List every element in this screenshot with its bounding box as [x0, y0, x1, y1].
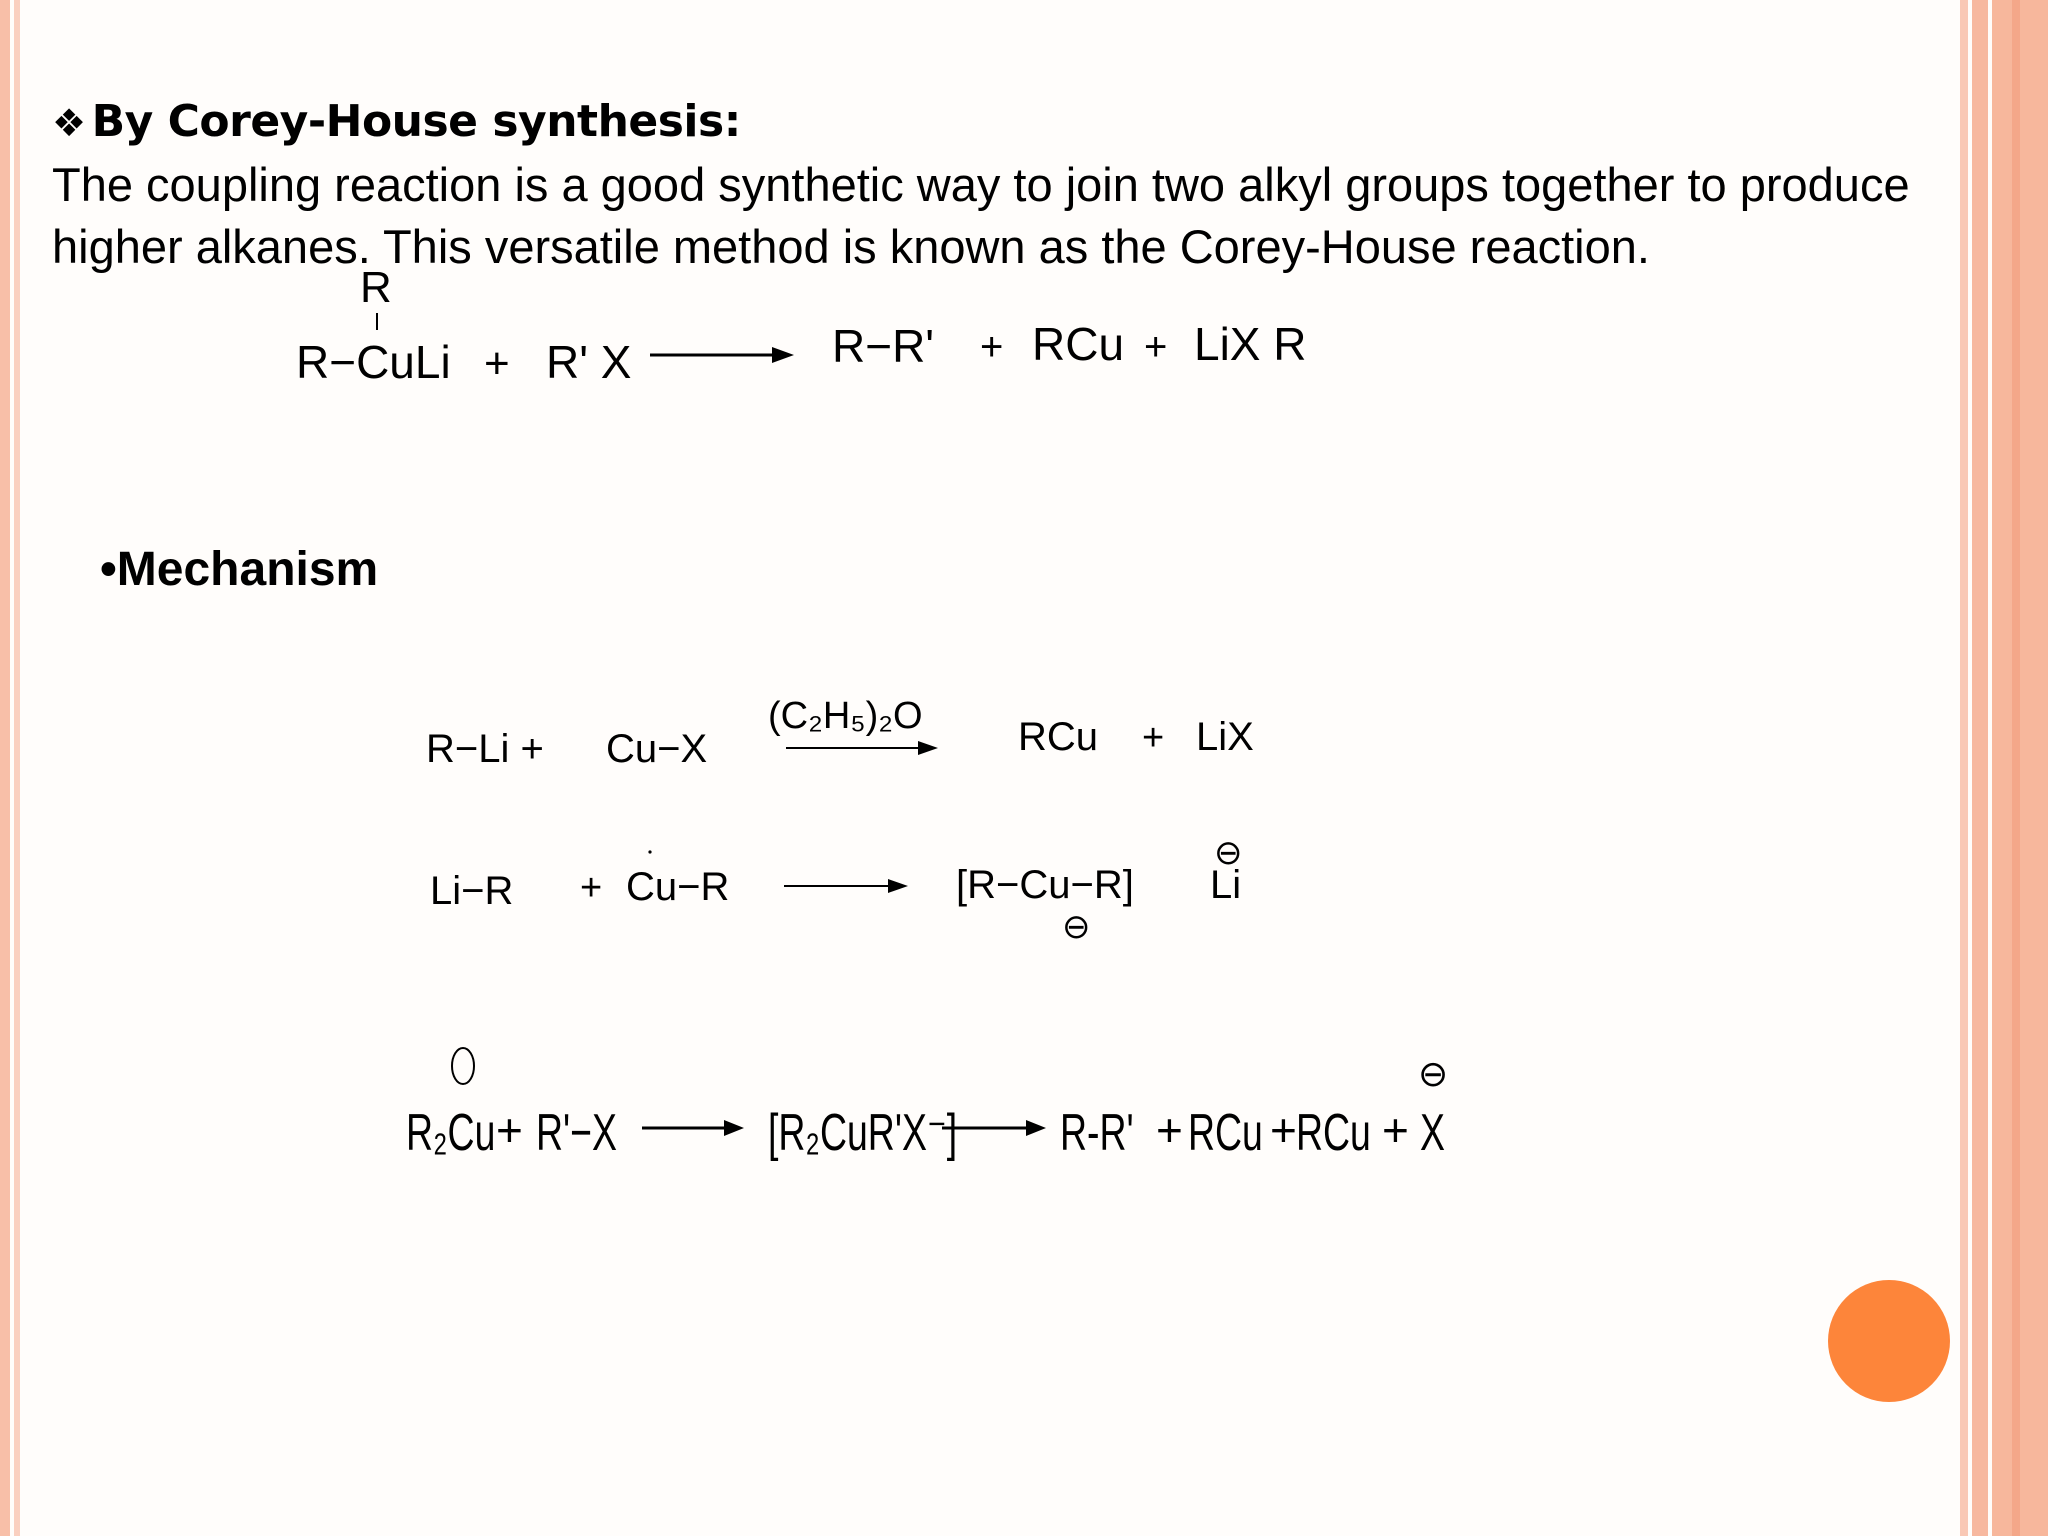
step3-product-1: R-R'	[1060, 1102, 1134, 1162]
step1-arrow-head-icon	[918, 741, 938, 755]
step3-product-3: RCu	[1296, 1102, 1371, 1162]
step3-circle-icon	[452, 1048, 474, 1084]
main-plus-3: +	[1144, 325, 1168, 369]
main-reagent: R−CuLi	[296, 336, 451, 388]
step3-product-2: RCu	[1188, 1102, 1263, 1162]
main-plus-1: +	[484, 339, 510, 388]
step3-reactant-2: R'−X	[536, 1102, 618, 1162]
mechanism-label: •Mechanism	[100, 543, 379, 596]
mechanism-step-1	[426, 695, 1254, 771]
step3-plus-3: +	[1270, 1104, 1297, 1156]
step3-plus-2: +	[1156, 1104, 1183, 1156]
step2-cu-charge-icon: ⊖	[1062, 908, 1091, 946]
mechanism-step-3	[406, 1048, 1448, 1161]
step1-condition: (C₂H₅)₂O	[768, 695, 923, 737]
main-top-r: R	[360, 263, 392, 312]
step1-product-2: LiX	[1196, 715, 1254, 759]
step2-counter-ion: Li	[1210, 863, 1242, 907]
intro-paragraph: The coupling reaction is a good synthetic way to join two alkyl groups together to produce higher alkanes. This versatile method is known as the Corey-House reaction.	[52, 158, 1910, 273]
main-plus-2: +	[980, 325, 1004, 369]
step1-product-1: RCu	[1018, 715, 1099, 759]
step3-intermediate: [R₂CuR'X⁻]	[768, 1102, 958, 1162]
step3-reactant-1: R₂Cu	[406, 1102, 496, 1162]
step1-reactant-2: Cu−X	[606, 727, 708, 771]
step2-li-charge-icon: ⊖	[1214, 834, 1243, 872]
step1-plus: +	[1142, 717, 1165, 759]
main-product-3: LiX R	[1194, 318, 1307, 370]
main-product-1: R−R'	[832, 320, 935, 372]
step3-plus-4: +	[1382, 1104, 1409, 1156]
step3-plus-1: +	[496, 1104, 523, 1156]
step2-plus: +	[580, 867, 603, 909]
step3-product-4: X	[1420, 1102, 1445, 1162]
step2-reactant-1: Li−R	[430, 869, 514, 913]
step2-arrow-head-icon	[888, 879, 908, 893]
main-reaction	[296, 263, 1306, 388]
step3-arrow-2-head-icon	[1026, 1120, 1046, 1136]
step2-radical-dot-icon	[648, 850, 651, 853]
main-arrow-head-icon	[772, 347, 794, 363]
step2-reactant-2: Cu−R	[626, 865, 730, 909]
heading-text: By Corey-House synthesis:	[91, 96, 741, 147]
step3-x-charge-icon: ⊖	[1418, 1053, 1449, 1094]
diamond-bullet-icon: ❖	[52, 101, 86, 145]
main-product-2: RCu	[1032, 318, 1125, 370]
main-halide: R' X	[546, 336, 632, 388]
mechanism-step-2	[430, 834, 1243, 946]
step2-product: [R−Cu−R]	[956, 863, 1134, 907]
step3-arrow-1-head-icon	[724, 1120, 744, 1136]
step1-reactant-1: R−Li +	[426, 727, 544, 771]
decorative-orange-circle	[1828, 1280, 1950, 1402]
